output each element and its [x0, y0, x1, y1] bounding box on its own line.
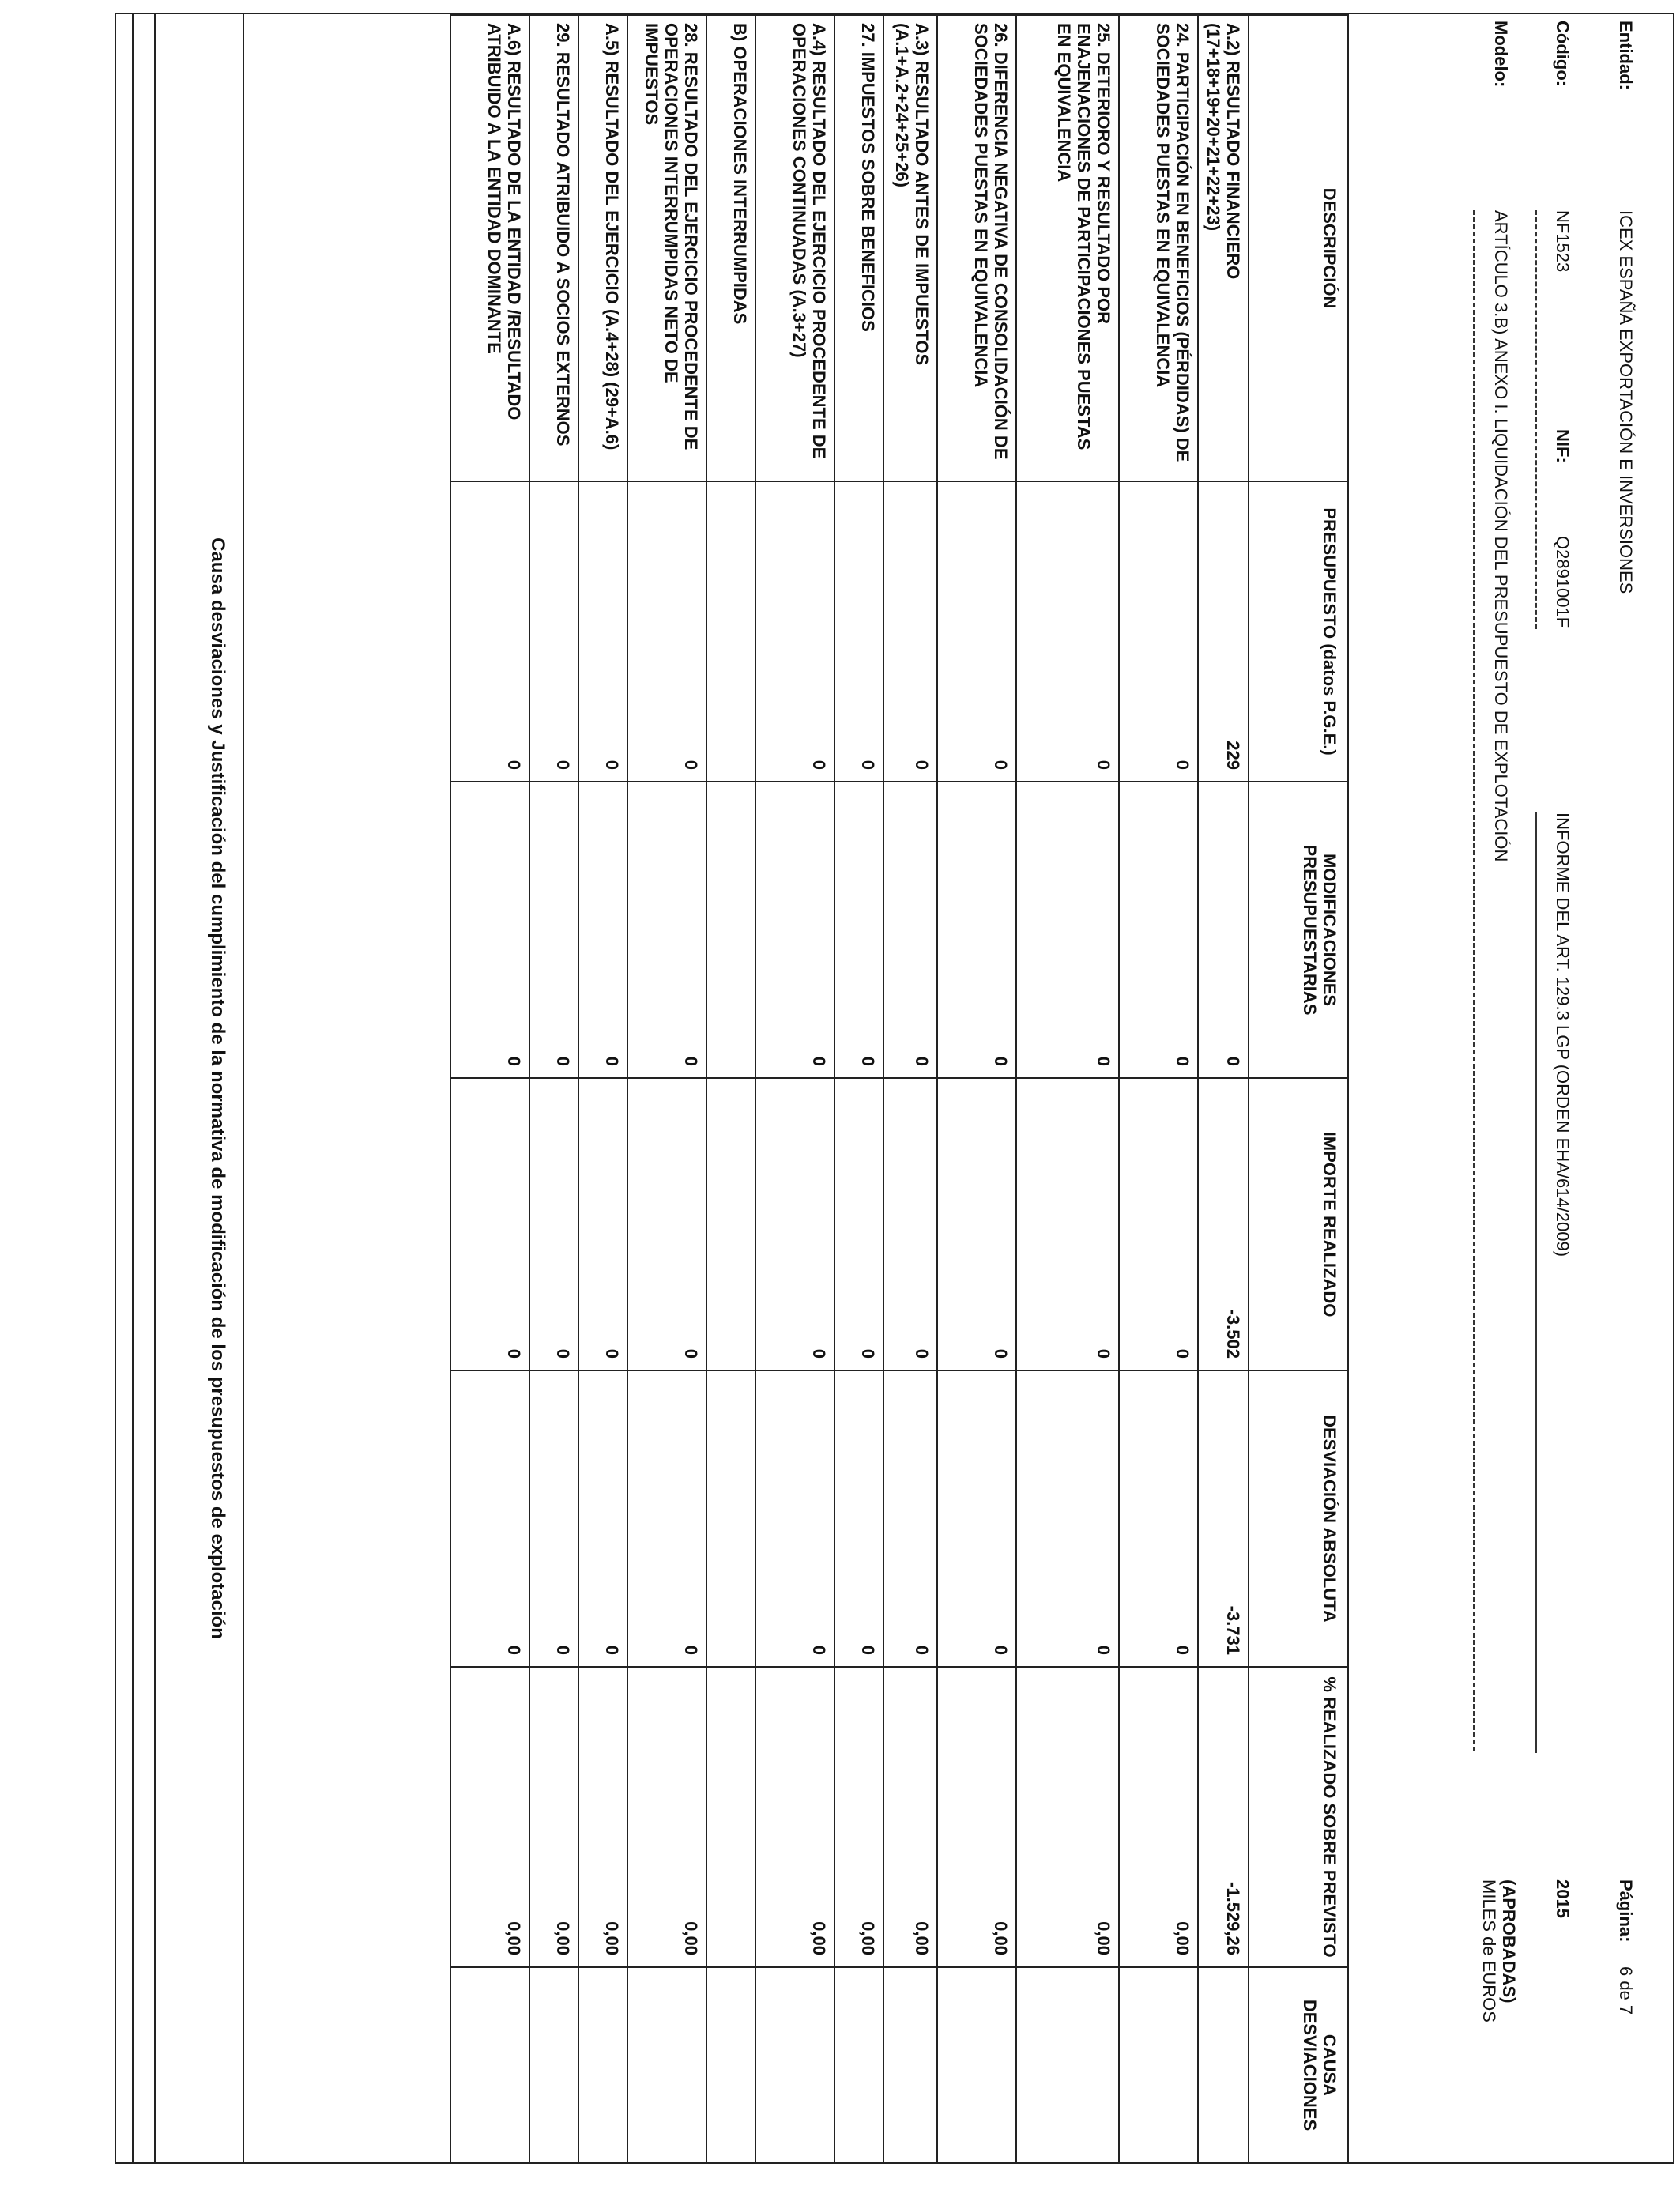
row-descripcion: 24. PARTICIPACIÓN EN BENEFICIOS (PÉRDIDAS) DE SOCIEDADES PUESTAS EN EQUIVALENCIA	[1119, 15, 1198, 481]
row-porcentaje: 0,00	[883, 1667, 937, 1967]
table-header-row	[1249, 15, 1348, 2163]
codigo-value: NF1523	[1553, 210, 1573, 273]
row-descripcion: 28. RESULTADO DEL EJERCICIO PROCEDENTE DE OPERACIONES INTERRUMPIDAS NETO DE IMPUESTOS	[627, 15, 706, 481]
row-presupuesto: 0	[529, 481, 578, 782]
row-causa	[883, 1967, 937, 2163]
table-row	[627, 15, 706, 2163]
footer-rule-2	[132, 14, 134, 2162]
entidad-label: Entidad:	[1616, 21, 1636, 90]
table-row	[706, 15, 755, 2163]
row-desviacion: 0	[1119, 1370, 1198, 1667]
footer-rule-1	[154, 14, 156, 2162]
row-descripcion: A.3) RESULTADO ANTES DE IMPUESTOS (A.1+A.2+24+25+26)	[883, 15, 937, 481]
row-importe: 0	[1016, 1078, 1119, 1370]
year-value: 2015	[1553, 1879, 1573, 1918]
row-causa	[450, 1967, 529, 2163]
row-descripcion: A.4) RESULTADO DEL EJERCICIO PROCEDENTE DE OPERACIONES CONTINUADAS (A.3+27)	[755, 15, 834, 481]
nif-value: Q2891001F	[1553, 536, 1573, 628]
row-desviacion: 0	[1016, 1370, 1119, 1667]
table-row	[1119, 15, 1198, 2163]
row-presupuesto: 0	[755, 481, 834, 782]
row-porcentaje: 0,00	[529, 1667, 578, 1967]
table-row	[755, 15, 834, 2163]
row-causa	[706, 1967, 755, 2163]
col-desviacion: DESVIACIÓN ABSOLUTA	[1249, 1370, 1348, 1667]
row-importe: 0	[937, 1078, 1016, 1370]
informe-rule	[1535, 812, 1537, 1753]
row-presupuesto: 0	[578, 481, 627, 782]
row-causa	[834, 1967, 883, 2163]
row-presupuesto: 0	[937, 481, 1016, 782]
row-importe: 0	[529, 1078, 578, 1370]
row-causa	[937, 1967, 1016, 2163]
row-modificaciones: 0	[529, 782, 578, 1078]
modelo-dashed-rule	[1473, 210, 1475, 1751]
row-porcentaje: 0,00	[1016, 1667, 1119, 1967]
row-presupuesto: 0	[834, 481, 883, 782]
row-importe: 0	[834, 1078, 883, 1370]
row-presupuesto: 0	[883, 481, 937, 782]
nif-label: NIF:	[1553, 429, 1573, 463]
row-modificaciones	[706, 782, 755, 1078]
row-porcentaje: 0,00	[627, 1667, 706, 1967]
row-modificaciones: 0	[834, 782, 883, 1078]
modelo-value: ARTÍCULO 3.B) ANEXO I. LIQUIDACIÓN DEL PRESUPUESTO DE EXPLOTACIÓN	[1491, 210, 1511, 862]
col-descripcion: DESCRIPCIÓN	[1249, 15, 1348, 481]
page-frame	[115, 13, 1674, 2164]
aprobadas-label: (APROBADAS)	[1499, 1879, 1519, 2004]
col-importe: IMPORTE REALIZADO	[1249, 1078, 1348, 1370]
informe-title: INFORME DEL ART. 129.3 LGP (ORDEN EHA/614/2009)	[1553, 812, 1573, 1257]
row-descripcion: A.5) RESULTADO DEL EJERCICIO (A.4+28) (29+A.6)	[578, 15, 627, 481]
footer-title: Causa desviaciones y Justificación del cumplimiento de la normativa de modificación de los presupuestos de explotación	[207, 537, 228, 1639]
row-desviacion: 0	[578, 1370, 627, 1667]
row-desviacion: 0	[529, 1370, 578, 1667]
codigo-label: Código:	[1553, 21, 1573, 87]
row-modificaciones: 0	[883, 782, 937, 1078]
table-row	[529, 15, 578, 2163]
row-modificaciones: 0	[627, 782, 706, 1078]
row-desviacion: 0	[627, 1370, 706, 1667]
row-presupuesto: 0	[1016, 481, 1119, 782]
col-modificaciones: MODIFICACIONES PRESUPUESTARIAS	[1249, 782, 1348, 1078]
row-importe	[706, 1078, 755, 1370]
row-desviacion: 0	[937, 1370, 1016, 1667]
row-causa	[1198, 1967, 1249, 2163]
row-modificaciones: 0	[937, 782, 1016, 1078]
row-porcentaje: -1.529,26	[1198, 1667, 1249, 1967]
codigo-dashed-rule	[1535, 210, 1537, 629]
row-descripcion: 26. DIFERENCIA NEGATIVA DE CONSOLIDACIÓN DE SOCIEDADES PUESTAS EN EQUIVALENCIA	[937, 15, 1016, 481]
row-importe: -3.502	[1198, 1078, 1249, 1370]
row-desviacion: 0	[834, 1370, 883, 1667]
row-desviacion: -3.731	[1198, 1370, 1249, 1667]
row-descripcion: A.6) RESULTADO DE LA ENTIDAD /RESULTADO ATRIBUIDO A LA ENTIDAD DOMINANTE	[450, 15, 529, 481]
col-porcentaje: % REALIZADO SOBRE PREVISTO	[1249, 1667, 1348, 1967]
row-descripcion: B) OPERACIONES INTERRUMPIDAS	[706, 15, 755, 481]
table-row	[1016, 15, 1119, 2163]
row-descripcion: 27. IMPUESTOS SOBRE BENEFICIOS	[834, 15, 883, 481]
row-modificaciones: 0	[755, 782, 834, 1078]
table-row	[450, 15, 529, 2163]
row-causa	[1016, 1967, 1119, 2163]
row-importe: 0	[627, 1078, 706, 1370]
row-porcentaje: 0,00	[755, 1667, 834, 1967]
col-causa: CAUSA DESVIACIONES	[1249, 1967, 1348, 2163]
row-modificaciones: 0	[450, 782, 529, 1078]
row-desviacion: 0	[450, 1370, 529, 1667]
row-causa	[578, 1967, 627, 2163]
table-row	[1198, 15, 1249, 2163]
units-label: MILES de EUROS	[1479, 1879, 1499, 2022]
table-row	[883, 15, 937, 2163]
row-porcentaje: 0,00	[1119, 1667, 1198, 1967]
row-modificaciones: 0	[578, 782, 627, 1078]
row-presupuesto: 0	[450, 481, 529, 782]
liquidacion-table	[450, 14, 1349, 2164]
pagina-label: Página:	[1616, 1879, 1636, 1943]
row-descripcion: 29. RESULTADO ATRIBUIDO A SOCIOS EXTERNOS	[529, 15, 578, 481]
row-porcentaje: 0,00	[450, 1667, 529, 1967]
row-modificaciones: 0	[1119, 782, 1198, 1078]
footer-top-rule	[243, 14, 244, 2162]
pagina-value: 6 de 7	[1616, 1966, 1636, 2015]
table-row	[578, 15, 627, 2163]
table-row	[937, 15, 1016, 2163]
row-porcentaje: 0,00	[578, 1667, 627, 1967]
row-descripcion: 25. DETERIORO Y RESULTADO POR ENAJENACIONES DE PARTICIPACIONES PUESTAS EN EQUIVALENCIA	[1016, 15, 1119, 481]
row-presupuesto	[706, 481, 755, 782]
row-descripcion: A.2) RESULTADO FINANCIERO (17+18+19+20+21+22+23)	[1198, 15, 1249, 481]
row-desviacion: 0	[755, 1370, 834, 1667]
row-porcentaje	[706, 1667, 755, 1967]
row-porcentaje: 0,00	[834, 1667, 883, 1967]
row-causa	[627, 1967, 706, 2163]
row-importe: 0	[578, 1078, 627, 1370]
row-modificaciones: 0	[1198, 782, 1249, 1078]
row-importe: 0	[1119, 1078, 1198, 1370]
modelo-label: Modelo:	[1491, 21, 1511, 88]
entidad-value: ICEX ESPAÑA EXPORTACIÓN E INVERSIONES	[1616, 210, 1636, 594]
row-causa	[1119, 1967, 1198, 2163]
row-desviacion	[706, 1370, 755, 1667]
row-presupuesto: 0	[627, 481, 706, 782]
row-porcentaje: 0,00	[937, 1667, 1016, 1967]
row-causa	[529, 1967, 578, 2163]
row-importe: 0	[755, 1078, 834, 1370]
row-presupuesto: 229	[1198, 481, 1249, 782]
table-row	[834, 15, 883, 2163]
row-presupuesto: 0	[1119, 481, 1198, 782]
row-desviacion: 0	[883, 1370, 937, 1667]
col-presupuesto: PRESUPUESTO (datos P.G.E.)	[1249, 481, 1348, 782]
row-modificaciones: 0	[1016, 782, 1119, 1078]
row-causa	[755, 1967, 834, 2163]
row-importe: 0	[883, 1078, 937, 1370]
row-importe: 0	[450, 1078, 529, 1370]
